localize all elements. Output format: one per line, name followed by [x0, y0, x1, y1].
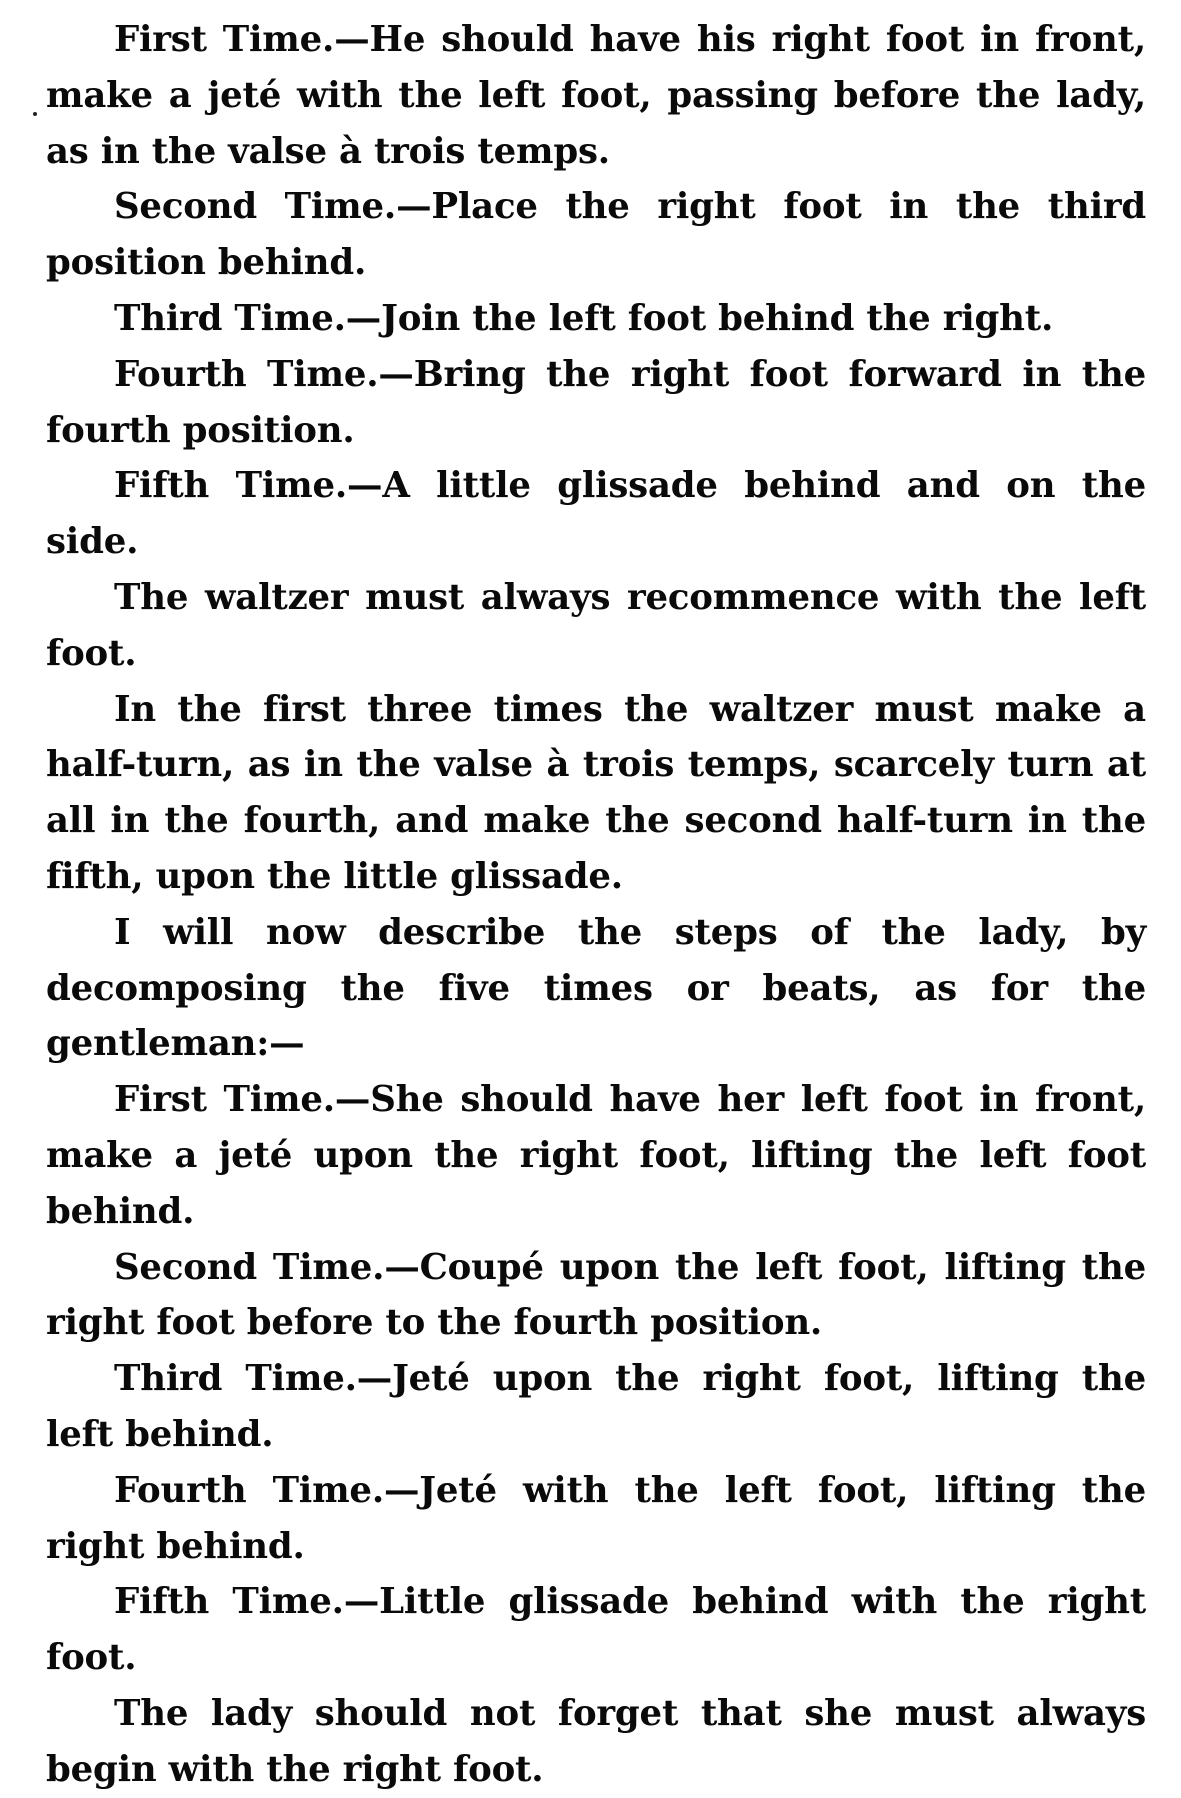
paragraph-lady-second-time: Second Time.—Coupé upon the left foot, lifting the right foot before to the fourth position. [46, 1246, 1146, 1344]
paragraph-half-turns: In the first three times the waltzer must make a half-turn, as in the valse à trois temps, scarcely turn at all in the fourth, and make the second half-turn in the fifth, upon the little glissade. [46, 688, 1146, 897]
ink-speck [33, 112, 37, 116]
paragraph-lady-begin-right-foot: The lady should not forget that she must always begin with the right foot. [46, 1692, 1146, 1790]
paragraph-gentleman-first-time: First Time.—He should have his right foot in front, make a jeté with the left foot, passing before the lady, as in the valse à trois temps. [46, 19, 1146, 172]
paragraph-lady-third-time: Third Time.—Jeté upon the right foot, lifting the left behind. [46, 1358, 1146, 1455]
paragraph-lady-first-time: First Time.—She should have her left foot in front, make a jeté upon the right foot, lifting the left foot behind. [46, 1079, 1146, 1232]
paragraph-lady-fifth-time: Fifth Time.—Little glissade behind with the right foot. [46, 1581, 1146, 1679]
book-page-text [46, 12, 1146, 1798]
paragraph-lady-intro: I will now describe the steps of the lady, by decomposing the five times or beats, as for the gentleman:— [46, 911, 1146, 1065]
paragraph-gentleman-second-time: Second Time.—Place the right foot in the third position behind. [46, 186, 1146, 284]
paragraph-gentleman-fourth-time: Fourth Time.—Bring the right foot forward in the fourth position. [46, 353, 1146, 451]
paragraph-lady-fourth-time: Fourth Time.—Jeté with the left foot, lifting the right behind. [46, 1469, 1146, 1567]
paragraph-waltzer-recommence: The waltzer must always recommence with the left foot. [46, 576, 1146, 674]
paragraph-gentleman-third-time: Third Time.—Join the left foot behind the right. [114, 297, 1054, 339]
paragraph-gentleman-fifth-time: Fifth Time.—A little glissade behind and on the side. [46, 465, 1146, 563]
